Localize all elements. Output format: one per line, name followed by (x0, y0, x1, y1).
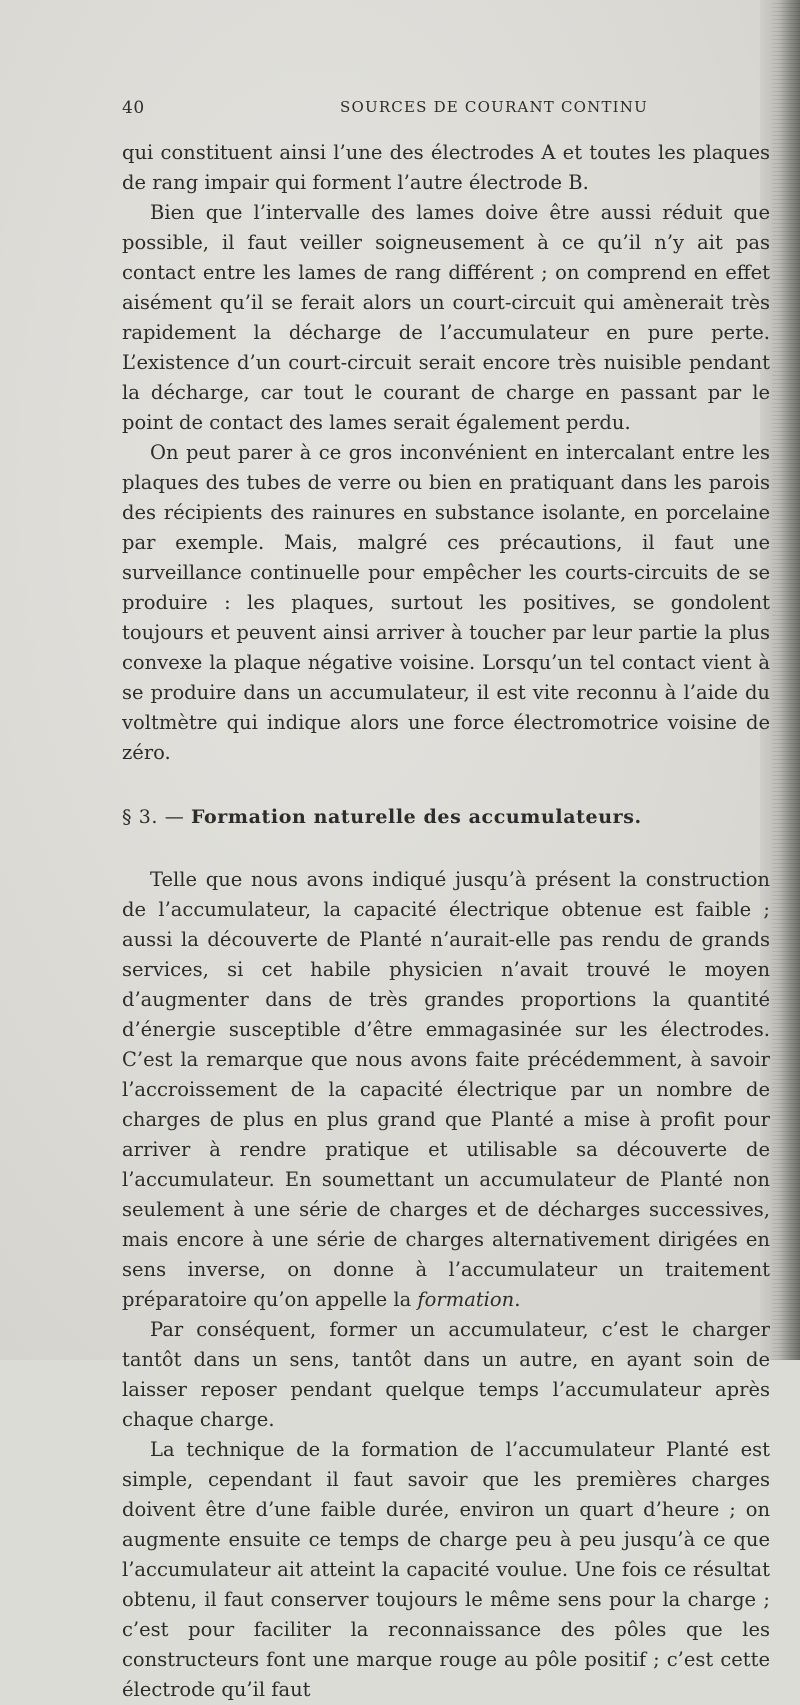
section-title: Formation naturelle des accumulateurs. (190, 806, 642, 828)
paragraph-precautions: On peut parer à ce gros inconvénient en intercalant entre les plaques des tubes de verre ou bien en pratiquant dans les parois des récipients des rainures en substance isolante, en porcelaine par exemple. Mais, malgré ces précautions, il faut une surveillance continuelle pour empêcher les courts-circuits de se produire : les plaques, surtout les positives, se gondolent toujours et peuvent ainsi arriver à toucher par leur partie la plus convexe la plaque négative voisine. Lorsqu’un tel contact vient à se produire dans un accumulateur, il est vite reconnu à l’aide du voltmètre qui indique alors une force électromotrice voisine de zéro. (122, 441, 770, 764)
paragraph-short-circuit: Bien que l’intervalle des lames doive être aussi réduit que possible, il faut veiller soigneusement à ce qu’il n’y ait pas contact entre les lames de rang différent ; on comprend en effet aisément qu’il se ferait alors un court-circuit qui amènerait très rapidement la décharge de l’accumulateur en pure perte. L’existence d’un court-circuit serait encore très nuisible pendant la décharge, car tout le courant de charge en passant par le point de contact des lames serait également perdu. (122, 201, 770, 434)
page-number: 40 (122, 98, 145, 118)
paragraph-formation-technique: La technique de la formation de l’accumulateur Planté est simple, cependant il faut savoir que les premières charges doivent être d’une faible durée, environ un quart d’heure ; on augmente ensuite ce temps de charge peu à peu jusqu’à ce que l’accumulateur ait atteint la capacité voulue. Une fois ce résultat obtenu, il faut conserver toujours le même sens pour la charge ; c’est pour faciliter la reconnaissance des pôles que les constructeurs font une marque rouge au pôle positif ; c’est cette électrode qu’il faut (122, 1438, 770, 1701)
section-number: § 3. — (122, 806, 185, 828)
body-text (122, 138, 770, 1705)
paragraph-formation-definition: Par conséquent, former un accumulateur, c’est le charger tantôt dans un sens, tantôt dans un autre, en ayant soin de laisser reposer pendant quelque temps l’accumulateur après chaque charge. (122, 1318, 770, 1431)
paragraph-formation-text: Telle que nous avons indiqué jusqu’à présent la construction de l’accumulateur, la capacité électrique obtenue est faible ; aussi la découverte de Planté n’aurait-elle pas rendu de grands services, si cet habile physicien n’avait trouvé le moyen d’augmenter dans de très grandes proportions la quantité d’énergie susceptible d’être emmagasinée sur les électrodes. C’est la remarque que nous avons faite précédemment, à savoir l’accroissement de la capacité électrique par un nombre de charges de plus en plus grand que Planté a mise à profit pour arriver à rendre pratique et utilisable sa découverte de l’accumulateur. En soumettant un accumulateur de Planté non seulement à une série de charges et de décharges successives, mais encore à une série de charges alternativement dirigées en sens inverse, on donne à l’accumulateur un traitement préparatoire qu’on appelle la (122, 868, 770, 1311)
italic-term-formation: formation (417, 1288, 515, 1311)
paragraph-formation-end: . (514, 1288, 521, 1311)
section-heading (122, 802, 770, 832)
paragraph-formation-intro (122, 865, 770, 1315)
page-header (122, 98, 767, 122)
running-head: SOURCES DE COURANT CONTINU (340, 98, 648, 116)
paragraph-continuation: qui constituent ainsi l’une des électrodes A et toutes les plaques de rang impair qui forment l’autre électrode B. (122, 141, 770, 194)
